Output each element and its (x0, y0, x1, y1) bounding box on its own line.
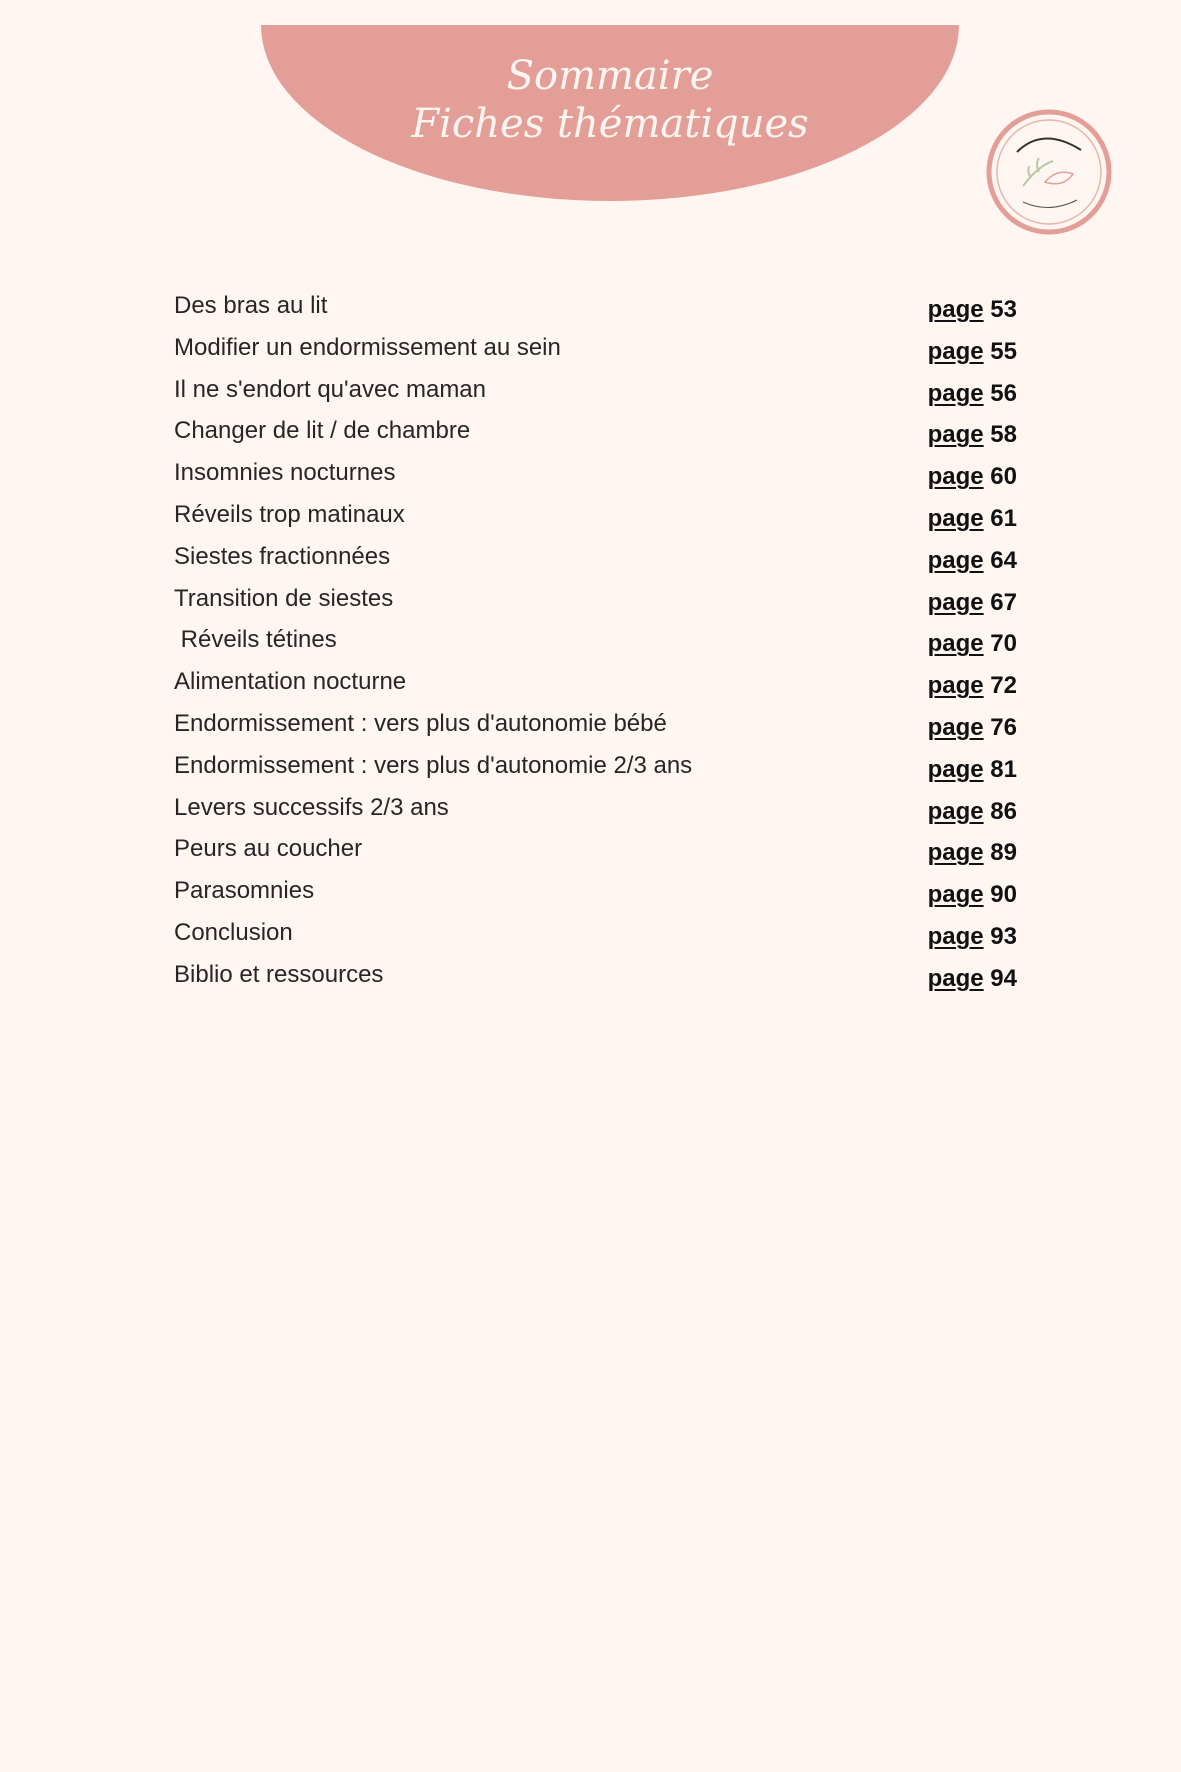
toc-row (174, 664, 1024, 706)
brand-logo (983, 106, 1115, 238)
toc-page-reference (928, 338, 1017, 366)
toc-row (174, 957, 1024, 999)
toc-page-word: page (927, 379, 984, 407)
toc-page-number: 70 (990, 630, 1017, 658)
toc-page-reference (928, 881, 1017, 909)
toc-page-number: 86 (990, 797, 1017, 825)
toc-page-reference (928, 798, 1017, 826)
toc-page-reference (928, 380, 1017, 408)
toc-page-word: page (927, 463, 984, 491)
toc-page-number: 89 (990, 839, 1017, 867)
toc-row (174, 455, 1024, 497)
toc-entry-label: Réveils trop matinaux (174, 500, 405, 528)
toc-entry-label: Transition de siestes (174, 584, 394, 612)
toc-page-reference (928, 923, 1017, 951)
toc-page-number: 90 (990, 881, 1017, 909)
toc-entry-label: Changer de lit / de chambre (174, 417, 471, 445)
toc-page-word: page (927, 755, 984, 783)
toc-row (174, 539, 1024, 581)
toc-page-reference (928, 756, 1017, 784)
toc-row (174, 372, 1024, 414)
title-line-1: Sommaire (506, 53, 714, 99)
toc-row (174, 831, 1024, 873)
toc-entry-label: Des bras au lit (174, 292, 328, 319)
toc-page-word: page (927, 546, 984, 574)
toc-page-word: page (927, 337, 984, 365)
toc-page-word: page (927, 504, 984, 532)
toc-page-reference (928, 421, 1017, 449)
toc-page-reference (928, 296, 1017, 324)
toc-row (174, 330, 1024, 372)
toc-page-reference (928, 630, 1017, 658)
toc-page-reference (928, 714, 1017, 742)
toc-page-word: page (927, 672, 984, 700)
toc-page-reference (928, 672, 1017, 700)
toc-entry-label: Conclusion (174, 918, 293, 946)
toc-row (174, 497, 1024, 539)
toc-entry-label: Alimentation nocturne (174, 668, 407, 696)
toc-page-number: 53 (990, 296, 1017, 323)
toc-row (174, 748, 1024, 790)
toc-entry-label: Il ne s'endort qu'avec maman (174, 375, 486, 403)
toc-entry-label: Parasomnies (174, 877, 315, 905)
toc-page-reference (928, 965, 1017, 993)
toc-page-reference (928, 463, 1017, 491)
toc-page-number: 55 (990, 337, 1017, 365)
toc-page-number: 64 (990, 546, 1017, 574)
toc-entry-label: Endormissement : vers plus d'autonomie bébé (174, 709, 667, 737)
toc-page-number: 58 (990, 421, 1017, 449)
toc-page-number: 93 (990, 922, 1017, 950)
toc-page-reference (928, 505, 1017, 533)
toc-page-reference (928, 589, 1017, 617)
toc-entry-label: Réveils tétines (174, 626, 337, 654)
toc-page-number: 60 (990, 463, 1017, 491)
toc-entry-label: Biblio et ressources (174, 960, 384, 988)
page-title (261, 52, 959, 148)
toc-page-number: 61 (990, 504, 1017, 532)
toc-page-word: page (927, 713, 984, 741)
toc-row (174, 413, 1024, 455)
toc-entry-label: Insomnies nocturnes (174, 459, 396, 487)
toc-page-word: page (927, 839, 984, 867)
toc-page-word: page (927, 964, 984, 992)
toc-page-number: 81 (990, 755, 1017, 783)
toc-row (174, 581, 1024, 623)
toc-page-number: 94 (990, 964, 1017, 992)
toc-row (174, 915, 1024, 957)
toc-page-number: 76 (990, 713, 1017, 741)
toc-page-number: 67 (990, 588, 1017, 616)
toc-page-number: 72 (990, 672, 1017, 700)
toc-entry-label: Modifier un endormissement au sein (174, 333, 561, 361)
toc-page-word: page (927, 797, 984, 825)
toc-row (174, 706, 1024, 748)
title-line-2: Fiches thématiques (411, 101, 809, 147)
toc-page-word: page (927, 630, 984, 658)
toc-page-reference (928, 547, 1017, 575)
toc-entry-label: Endormissement : vers plus d'autonomie 2/3 ans (174, 751, 693, 779)
toc-row (174, 288, 1024, 330)
toc-entry-label: Siestes fractionnées (174, 542, 391, 570)
toc-page-word: page (927, 421, 984, 449)
toc-row (174, 873, 1024, 915)
toc-row (174, 622, 1024, 664)
toc-entry-label: Levers successifs 2/3 ans (174, 793, 449, 821)
toc-page-word: page (927, 881, 984, 909)
toc-entry-label: Peurs au coucher (174, 835, 363, 863)
toc-page-word: page (927, 588, 984, 616)
toc-page-number: 56 (990, 379, 1017, 407)
toc-page-word: page (927, 922, 984, 950)
table-of-contents (174, 288, 1024, 999)
toc-row (174, 790, 1024, 832)
toc-page-word: page (927, 296, 984, 323)
toc-page-reference (928, 839, 1017, 867)
